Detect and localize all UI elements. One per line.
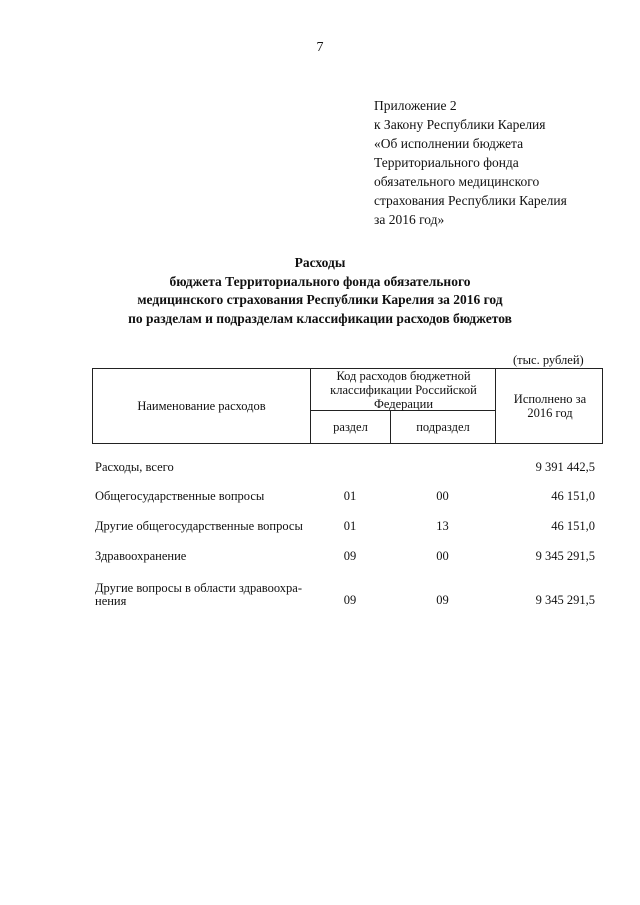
appendix-block (374, 96, 567, 229)
appendix-line: к Закону Республики Карелия (374, 117, 546, 132)
row-name: Общегосударственные вопросы (95, 489, 265, 503)
row-name (95, 582, 310, 608)
header-subsection: подраздел (416, 420, 470, 434)
header-section: раздел (333, 420, 368, 434)
appendix-line: Приложение 2 (374, 98, 457, 113)
header-name: Наименование расходов (137, 399, 266, 413)
row-name: Здравоохранение (95, 549, 187, 563)
row-amount: 46 151,0 (551, 489, 595, 503)
units-label: (тыс. рублей) (513, 353, 584, 367)
row-section: 09 (343, 593, 357, 607)
row-amount: 46 151,0 (551, 519, 595, 533)
title-line: по разделам и подразделам классификации расходов бюджетов (128, 310, 512, 326)
page-number: 7 (316, 40, 324, 55)
appendix-line: Территориального фонда (374, 155, 519, 170)
appendix-line: за 2016 год» (374, 212, 445, 227)
row-name-line: Другие вопросы в области здравоохра- (95, 581, 303, 595)
header-code: Код расходов бюджетной классификации Российской Федерации (330, 368, 477, 411)
title-line: бюджета Территориального фонда обязательного (169, 273, 471, 289)
row-subsection: 09 (436, 593, 449, 607)
appendix-line: «Об исполнении бюджета (374, 136, 524, 151)
title-line: медицинского страхования Республики Карелия за 2016 год (137, 292, 503, 307)
row-amount: 9 345 291,5 (535, 593, 595, 607)
table-header (92, 368, 603, 444)
row-section: 09 (343, 549, 357, 563)
appendix-line: обязательного медицинского (374, 174, 540, 189)
header-executed: Исполнено за 2016 год (513, 392, 587, 420)
appendix-line: страхования Республики Карелия (374, 193, 567, 208)
row-name: Расходы, всего (95, 460, 174, 474)
row-section: 01 (343, 519, 357, 533)
row-subsection: 13 (436, 519, 449, 533)
document-title (0, 254, 640, 328)
row-section: 01 (343, 489, 357, 503)
row-name: Другие общегосударственные вопросы (95, 519, 303, 533)
row-subsection: 00 (436, 549, 449, 563)
row-name-line: нения (95, 594, 127, 608)
title-line: Расходы (294, 255, 346, 270)
row-subsection: 00 (436, 489, 449, 503)
header-divider (495, 369, 496, 443)
row-amount: 9 391 442,5 (535, 460, 595, 474)
row-amount: 9 345 291,5 (535, 549, 595, 563)
